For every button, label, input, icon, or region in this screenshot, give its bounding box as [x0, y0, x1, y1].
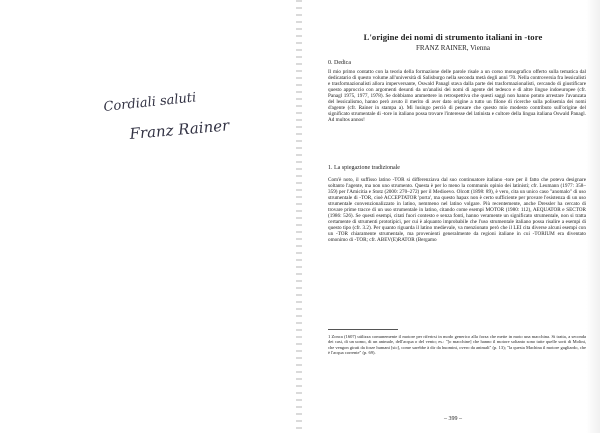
- footnote-text: 1 Zonca (1607) utilizza comunemente il motore per riferirsi in modo generico alla forza che mette in moto una macchina. Si tratta, a seconda dei casi, di un uomo, di un animale, dell'acqua o del vento; es.: "[o macchine] che hanno il motore soltanto sono tutte quelle sorti di Molini, che vengon girati da forze humani [sic], come sarebbe à dir da huomini, overo da animali" (p. 13); "la questa Machina il motore gagliardo, che è l'acqua corrente" (p. 69).: [328, 334, 586, 356]
- article-title: L'origine dei nomi di strumento italiani in -tore: [363, 32, 543, 42]
- section-0-heading: 0. Dedica: [328, 60, 351, 66]
- left-page: [0, 0, 296, 433]
- handwritten-dedication: [100, 85, 270, 155]
- section-1-heading: 1. La spiegazione tradizionale: [328, 165, 400, 171]
- section-0-text: Il mio primo contatto con la teoria della formazione delle parole risale a un corso monografico offerto sulla tematica dal dedicatario di questo volume all'università di Salisburgo nella seconda metà degli anni '70. Nella controversia fra lessicalisti e trasformazionalisti allora imperversante, Oswald Panagl stava dalla parte dei trasformazionalisti, cercando di giustificare questo approccio con argomenti desunti da un'analisi dei nomi di agente del tedesco e di altre lingue indoeuropee (cfr. Panagl 1975, 1977, 1978). Se dobbiamo ammettere in retrospettiva che questi saggi non hanno potuto arrestare l'avanzata del lessicalismo, hanno però avuto il merito di aver dato origine a tutto un filone di ricerche sulla polisemia dei nomi d'agente (cfr. Rainer in stampa a). Mi lusingo perciò di pensare che questo mio modesto contributo sull'origine del significato strumentale di -tore in italiano possa trovare l'interesse del latinista e cultore della lingua italiana Oswald Panagl. Ad multos annos!: [328, 69, 586, 124]
- article-author: FRANZ RAINER, Vienna: [416, 44, 490, 52]
- footnote-rule: [328, 329, 398, 330]
- page-edge-shadow: [586, 0, 600, 433]
- binding-gutter: [296, 0, 302, 433]
- page-number: – 399 –: [444, 416, 462, 422]
- handwritten-greeting: Cordiali saluti: [102, 90, 197, 115]
- handwritten-signature: Franz Rainer: [128, 116, 230, 143]
- right-page: [306, 0, 600, 433]
- section-1-text: Com'è noto, il suffisso latino -TOR si differenziava dal suo continuatore italiano -tore per il fatto che poteva designare soltanto l'agente, ma non uno strumento. Questa è per lo meno la communis opinio dei latinisti; cfr. Leumann (1977: 358–359) per l'Amicitia e Stotz (2000: 270–272) per il Medioevo. Olcott (1898: 89), è vero, cita un unico caso "anomalo" di uso strumentale di -TOR, cioè ACCEPTATOR 'porta', ma questo hapax non è certo sufficiente per provare l'esistenza di un uso strumentale convenzionalizzato in latino, nemmeno nel latino volgare. Più recentemente, anche Dressler ha cercato di trovare prime tracce di un uso strumentale in latino, citando come esempi MOTOR (1980: 112), AEQUATOR e SECTOR (1986: 526). Se questi esempi, citati fuori contesto e senza fonti, hanno veramente un significato strumentale, non si tratta certamente di strumenti prototipici, per cui è alquanto improbabile che l'uso strumentale italiano possa risalire a esempi di questo tipo (cfr. 3.2). Per quanto riguarda il latino medievale, va menzionato però che il LEI cita diverse alcuni esempi con un -TOR chiaramente strumentale, ma provenienti generalmente da regioni italiane in cui -TORIUM era diventato omonimo di -TOR; cfr. ABEV(E)RATOR (Bergamo: [328, 177, 586, 244]
